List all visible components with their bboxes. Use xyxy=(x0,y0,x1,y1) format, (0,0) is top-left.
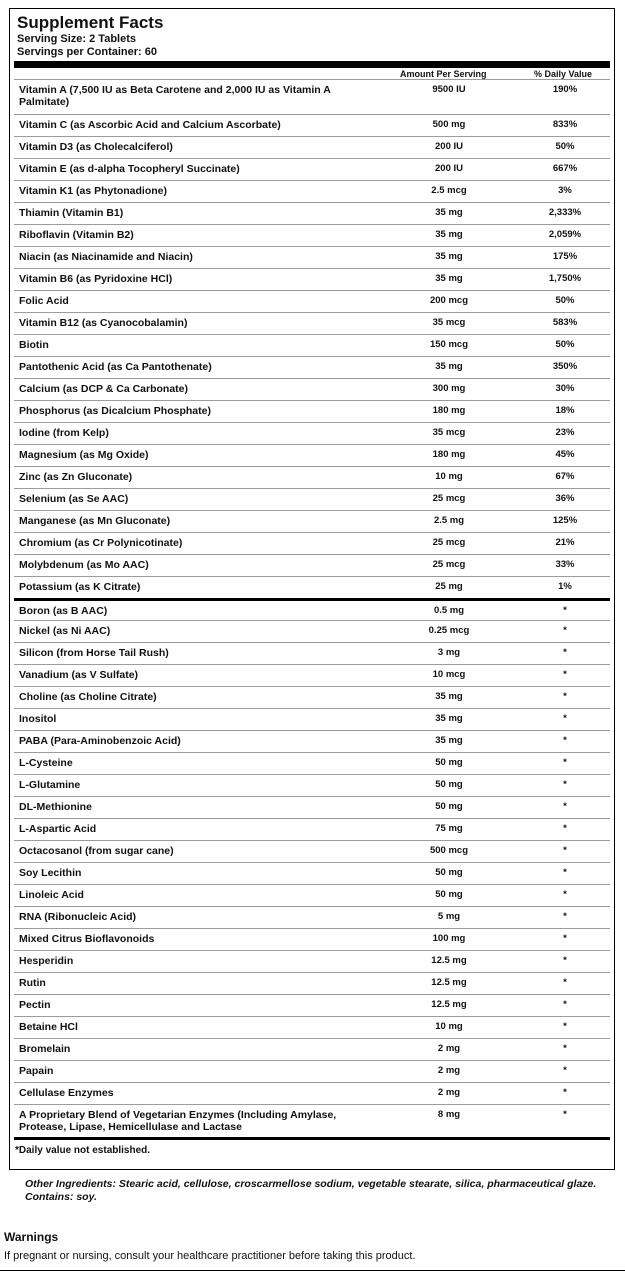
nutrient-name: Manganese (as Mn Gluconate) xyxy=(19,515,171,527)
table-row xyxy=(14,488,610,510)
nutrient-name: Rutin xyxy=(19,977,46,989)
nutrient-daily-value: 2,059% xyxy=(548,229,582,240)
nutrient-name: Pectin xyxy=(19,999,51,1011)
nutrient-daily-value: * xyxy=(563,867,567,878)
table-row xyxy=(14,1016,610,1038)
nutrient-amount: 10 mg xyxy=(435,471,463,482)
nutrient-amount: 10 mcg xyxy=(432,669,466,680)
table-row xyxy=(14,246,610,268)
nutrient-daily-value: 190% xyxy=(552,84,578,95)
nutrient-name: Bromelain xyxy=(19,1043,71,1055)
table-row xyxy=(14,950,610,972)
nutrient-name: Betaine HCl xyxy=(19,1021,78,1033)
nutrient-name: DL-Methionine xyxy=(19,801,92,813)
table-row xyxy=(14,928,610,950)
nutrient-amount: 300 mg xyxy=(432,383,466,394)
nutrient-daily-value: * xyxy=(563,1043,567,1054)
table-row xyxy=(14,796,610,818)
nutrient-amount: 50 mg xyxy=(435,757,463,768)
nutrient-name: Biotin xyxy=(19,339,49,351)
table-row xyxy=(14,79,610,114)
table-row xyxy=(14,1082,610,1104)
nutrient-amount: 10 mg xyxy=(435,1021,463,1032)
nutrient-daily-value: * xyxy=(563,669,567,680)
table-row xyxy=(14,730,610,752)
nutrient-daily-value: * xyxy=(563,823,567,834)
nutrient-name: PABA (Para-Aminobenzoic Acid) xyxy=(19,735,181,747)
nutrient-daily-value: * xyxy=(563,955,567,966)
nutrient-name: Calcium (as DCP & Ca Carbonate) xyxy=(19,383,189,395)
nutrient-name: Thiamin (Vitamin B1) xyxy=(19,207,124,219)
nutrient-name: Vitamin B6 (as Pyridoxine HCl) xyxy=(19,273,173,285)
nutrient-daily-value: 18% xyxy=(555,405,575,416)
table-row xyxy=(14,906,610,928)
table-row xyxy=(14,532,610,554)
nutrient-daily-value: 67% xyxy=(555,471,575,482)
nutrient-amount: 25 mg xyxy=(435,581,463,592)
nutrient-name: Vitamin C (as Ascorbic Acid and Calcium Ascorbate) xyxy=(19,119,281,131)
nutrient-daily-value: 36% xyxy=(555,493,575,504)
table-row xyxy=(14,114,610,136)
table-row xyxy=(14,840,610,862)
table-row xyxy=(14,862,610,884)
table-row xyxy=(14,554,610,576)
nutrient-amount: 9500 IU xyxy=(432,84,466,95)
nutrient-amount: 35 mg xyxy=(435,273,463,284)
column-header-amount: Amount Per Serving xyxy=(400,69,487,79)
table-row xyxy=(14,884,610,906)
contains-text: Contains: soy. xyxy=(25,1191,97,1203)
nutrient-daily-value: * xyxy=(563,801,567,812)
nutrient-name: Pantothenic Acid (as Ca Pantothenate) xyxy=(19,361,212,373)
table-row xyxy=(14,1060,610,1082)
nutrient-name: Iodine (from Kelp) xyxy=(19,427,109,439)
nutrient-amount: 500 mg xyxy=(432,119,466,130)
table-row xyxy=(14,598,610,620)
table-row xyxy=(14,510,610,532)
nutrient-amount: 180 mg xyxy=(432,449,466,460)
nutrient-name: RNA (Ribonucleic Acid) xyxy=(19,911,137,923)
nutrient-amount: 50 mg xyxy=(435,779,463,790)
table-row xyxy=(14,664,610,686)
table-row xyxy=(14,312,610,334)
nutrient-amount: 35 mcg xyxy=(432,427,466,438)
table-row xyxy=(14,1038,610,1060)
nutrient-name: Inositol xyxy=(19,713,57,725)
nutrient-amount: 12.5 mg xyxy=(431,977,467,988)
nutrient-daily-value: 2,333% xyxy=(548,207,582,218)
table-row xyxy=(14,686,610,708)
table-row xyxy=(14,356,610,378)
nutrient-daily-value: 45% xyxy=(555,449,575,460)
nutrient-name: Choline (as Choline Citrate) xyxy=(19,691,157,703)
nutrient-name: Papain xyxy=(19,1065,54,1077)
nutrient-amount: 35 mg xyxy=(435,251,463,262)
footnote: *Daily value not established. xyxy=(15,1145,151,1156)
table-row xyxy=(14,708,610,730)
nutrient-daily-value: * xyxy=(563,735,567,746)
nutrient-daily-value: * xyxy=(563,889,567,900)
nutrient-name: L-Glutamine xyxy=(19,779,81,791)
table-row xyxy=(14,818,610,840)
nutrient-daily-value: 21% xyxy=(555,537,575,548)
table-row xyxy=(14,774,610,796)
nutrient-amount: 35 mg xyxy=(435,691,463,702)
nutrient-daily-value: * xyxy=(563,713,567,724)
nutrient-name: Soy Lecithin xyxy=(19,867,82,879)
table-row xyxy=(14,422,610,444)
table-row xyxy=(14,158,610,180)
nutrient-amount: 100 mg xyxy=(432,933,466,944)
table-row xyxy=(14,444,610,466)
nutrient-daily-value: * xyxy=(563,625,567,636)
nutrient-name: Potassium (as K Citrate) xyxy=(19,581,141,593)
nutrient-amount: 200 IU xyxy=(435,141,463,152)
nutrient-amount: 3 mg xyxy=(437,647,461,658)
nutrient-daily-value: * xyxy=(563,977,567,988)
column-header-daily-value: % Daily Value xyxy=(534,69,593,79)
nutrient-name: Vitamin E (as d-alpha Tocopheryl Succinate) xyxy=(19,163,240,175)
nutrient-name: Boron (as B AAC) xyxy=(19,605,108,617)
nutrient-daily-value: * xyxy=(563,757,567,768)
nutrient-amount: 2 mg xyxy=(437,1087,461,1098)
nutrient-amount: 50 mg xyxy=(435,801,463,812)
nutrient-daily-value: * xyxy=(563,605,567,616)
nutrient-daily-value: 3% xyxy=(558,185,572,196)
nutrient-name: Vitamin A (7,500 IU as Beta Carotene and 2,000 IU as Vitamin A Palmitate) xyxy=(19,84,331,108)
nutrient-amount: 180 mg xyxy=(432,405,466,416)
nutrient-daily-value: 23% xyxy=(555,427,575,438)
nutrient-daily-value: 30% xyxy=(555,383,575,394)
nutrient-amount: 12.5 mg xyxy=(431,999,467,1010)
nutrient-name: Vitamin K1 (as Phytonadione) xyxy=(19,185,167,197)
nutrient-amount: 5 mg xyxy=(437,911,461,922)
table-row xyxy=(14,400,610,422)
table-row xyxy=(14,620,610,642)
nutrient-amount: 0.5 mg xyxy=(433,605,465,616)
table-row xyxy=(14,334,610,356)
nutrient-amount: 75 mg xyxy=(435,823,463,834)
nutrient-name: Cellulase Enzymes xyxy=(19,1087,114,1099)
supplement-facts-panel xyxy=(9,8,615,1170)
table-row xyxy=(14,972,610,994)
nutrient-amount: 500 mcg xyxy=(429,845,469,856)
nutrient-daily-value: * xyxy=(563,911,567,922)
nutrient-name: Magnesium (as Mg Oxide) xyxy=(19,449,149,461)
nutrient-amount: 35 mg xyxy=(435,207,463,218)
nutrient-daily-value: * xyxy=(563,933,567,944)
nutrient-amount: 35 mg xyxy=(435,361,463,372)
servings-per-container: Servings per Container: 60 xyxy=(17,46,157,58)
nutrient-amount: 25 mcg xyxy=(432,493,466,504)
nutrient-daily-value: 50% xyxy=(555,339,575,350)
other-ingredients-text: Other Ingredients: Stearic acid, cellulose, croscarmellose sodium, vegetable stearate, silica, pharmaceutical glaze. xyxy=(25,1178,597,1190)
nutrient-amount: 150 mcg xyxy=(429,339,469,350)
nutrient-amount: 50 mg xyxy=(435,867,463,878)
nutrient-daily-value: 667% xyxy=(552,163,578,174)
table-row xyxy=(14,642,610,664)
nutrient-amount: 35 mg xyxy=(435,713,463,724)
nutrient-name: Riboflavin (Vitamin B2) xyxy=(19,229,134,241)
nutrient-name: Silicon (from Horse Tail Rush) xyxy=(19,647,169,659)
nutrient-amount: 8 mg xyxy=(437,1109,461,1120)
table-row xyxy=(14,180,610,202)
nutrient-amount: 2 mg xyxy=(437,1065,461,1076)
nutrient-daily-value: 125% xyxy=(552,515,578,526)
nutrient-daily-value: * xyxy=(563,999,567,1010)
nutrient-name: Hesperidin xyxy=(19,955,74,967)
nutrient-daily-value: 50% xyxy=(555,141,575,152)
nutrient-name: Linoleic Acid xyxy=(19,889,84,901)
table-row xyxy=(14,378,610,400)
nutrient-amount: 2.5 mcg xyxy=(431,185,467,196)
table-row xyxy=(14,268,610,290)
table-row xyxy=(14,994,610,1016)
table-row xyxy=(14,136,610,158)
nutrient-name: Mixed Citrus Bioflavonoids xyxy=(19,933,155,945)
table-bottom-rule xyxy=(14,1137,610,1140)
serving-size: Serving Size: 2 Tablets xyxy=(17,33,137,45)
nutrient-daily-value: 1% xyxy=(558,581,572,592)
nutrient-daily-value: * xyxy=(563,1021,567,1032)
nutrient-name: L-Cysteine xyxy=(19,757,73,769)
nutrient-daily-value: 833% xyxy=(552,119,578,130)
nutrient-daily-value: * xyxy=(563,1065,567,1076)
nutrient-amount: 35 mg xyxy=(435,735,463,746)
nutrient-name: Folic Acid xyxy=(19,295,69,307)
nutrient-amount: 0.25 mcg xyxy=(428,625,470,636)
table-row xyxy=(14,576,610,598)
nutrient-daily-value: 175% xyxy=(552,251,578,262)
table-row xyxy=(14,1104,610,1136)
nutrient-daily-value: * xyxy=(563,779,567,790)
nutrient-name: Selenium (as Se AAC) xyxy=(19,493,129,505)
nutrient-name: Zinc (as Zn Gluconate) xyxy=(19,471,133,483)
warnings-heading: Warnings xyxy=(4,1230,59,1244)
nutrient-amount: 200 IU xyxy=(435,163,463,174)
nutrient-amount: 35 mg xyxy=(435,229,463,240)
nutrient-amount: 200 mcg xyxy=(429,295,469,306)
bottom-divider xyxy=(0,1270,625,1271)
nutrient-name: Phosphorus (as Dicalcium Phosphate) xyxy=(19,405,211,417)
nutrient-amount: 35 mcg xyxy=(432,317,466,328)
nutrient-name: Niacin (as Niacinamide and Niacin) xyxy=(19,251,193,263)
table-row xyxy=(14,202,610,224)
nutrient-amount: 2 mg xyxy=(437,1043,461,1054)
nutrient-name: Molybdenum (as Mo AAC) xyxy=(19,559,149,571)
table-row xyxy=(14,224,610,246)
nutrient-daily-value: * xyxy=(563,1087,567,1098)
nutrient-name: Vanadium (as V Sulfate) xyxy=(19,669,139,681)
nutrient-amount: 25 mcg xyxy=(432,537,466,548)
nutrient-name: Nickel (as Ni AAC) xyxy=(19,625,111,637)
nutrient-name: Vitamin B12 (as Cyanocobalamin) xyxy=(19,317,188,329)
nutrient-amount: 2.5 mg xyxy=(433,515,465,526)
nutrient-daily-value: * xyxy=(563,647,567,658)
nutrient-daily-value: * xyxy=(563,845,567,856)
nutrient-name: Vitamin D3 (as Cholecalciferol) xyxy=(19,141,173,153)
nutrient-name: L-Aspartic Acid xyxy=(19,823,97,835)
table-row xyxy=(14,752,610,774)
header-rule xyxy=(14,61,610,68)
nutrient-name: A Proprietary Blend of Vegetarian Enzymes (Including Amylase, Protease, Lipase, Hemicellulase and Lactase xyxy=(19,1109,337,1133)
nutrient-daily-value: 1,750% xyxy=(548,273,582,284)
nutrient-amount: 12.5 mg xyxy=(431,955,467,966)
nutrient-daily-value: 350% xyxy=(552,361,578,372)
nutrient-daily-value: * xyxy=(563,691,567,702)
nutrient-name: Chromium (as Cr Polynicotinate) xyxy=(19,537,183,549)
warnings-text: If pregnant or nursing, consult your healthcare practitioner before taking this product. xyxy=(4,1250,416,1262)
nutrient-amount: 25 mcg xyxy=(432,559,466,570)
nutrient-daily-value: 33% xyxy=(555,559,575,570)
nutrient-daily-value: 50% xyxy=(555,295,575,306)
nutrient-name: Octacosanol (from sugar cane) xyxy=(19,845,174,857)
table-row xyxy=(14,290,610,312)
other-ingredients xyxy=(25,1178,610,1204)
nutrient-daily-value: * xyxy=(563,1109,567,1120)
nutrient-daily-value: 583% xyxy=(552,317,578,328)
table-row xyxy=(14,466,610,488)
panel-title: Supplement Facts xyxy=(17,13,164,32)
nutrient-amount: 50 mg xyxy=(435,889,463,900)
